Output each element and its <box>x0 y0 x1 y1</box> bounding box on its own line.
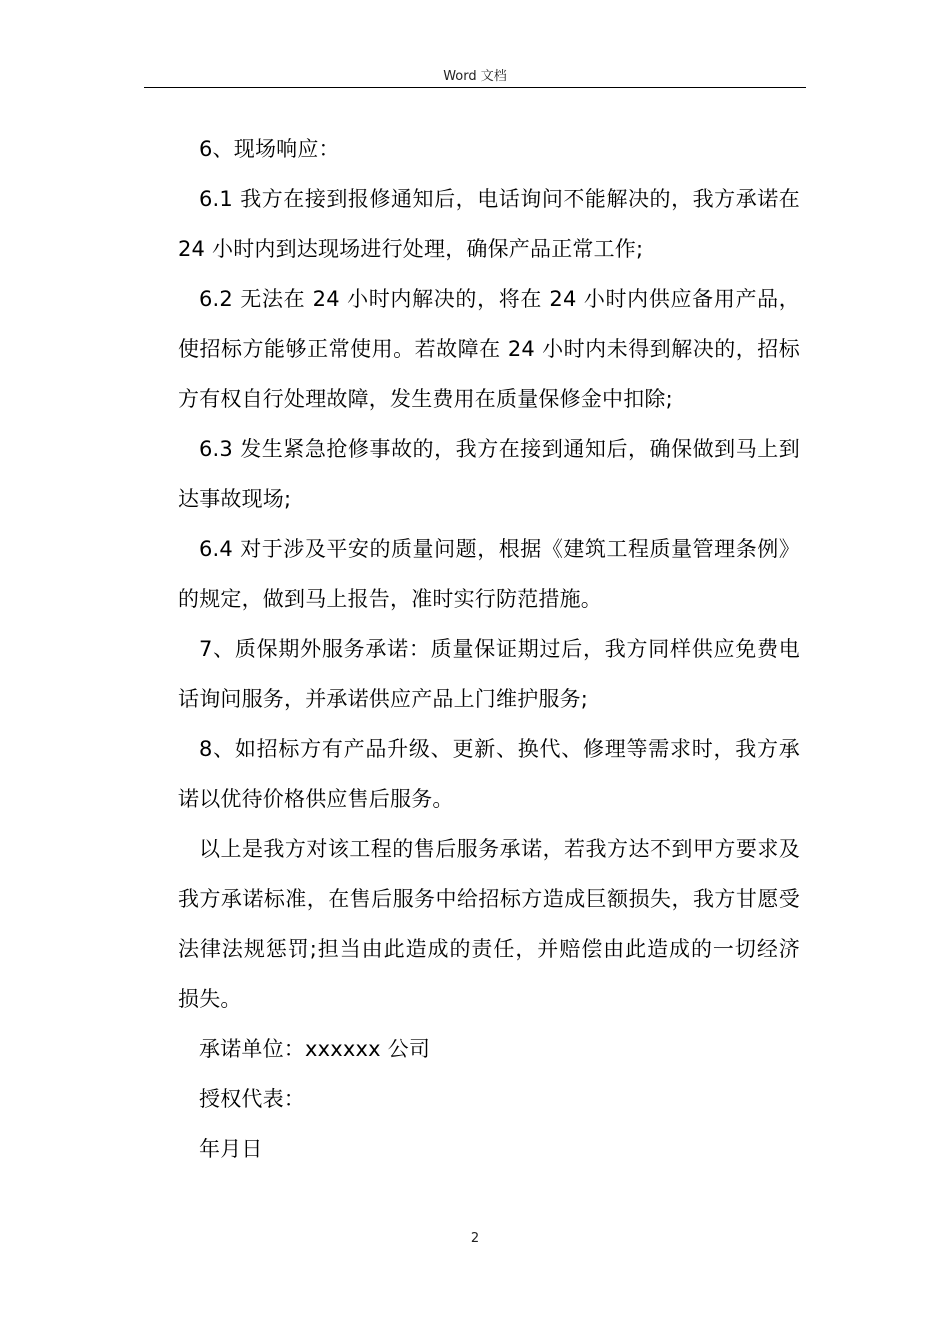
clause-7: 7、质保期外服务承诺：质量保证期过后，我方同样供应免费电话询问服务，并承诺供应产品上门维护服务; <box>178 637 800 711</box>
closing-statement: 以上是我方对该工程的售后服务承诺，若我方达不到甲方要求及我方承诺标准，在售后服务中给招标方造成巨额损失，我方甘愿受法律法规惩罚;担当由此造成的责任，并赔偿由此造成的一切经济损失。 <box>178 837 800 1011</box>
authorized-representative: 授权代表： <box>199 1087 305 1111</box>
header-divider <box>144 87 806 88</box>
clause-6-2: 6.2 无法在 24 小时内解决的，将在 24 小时内供应备用产品，使招标方能够正常使用。若故障在 24 小时内未得到解决的，招标方有权自行处理故障，发生费用在质量保修金中扣除; <box>178 287 800 411</box>
page-header: Word 文档 <box>443 69 507 84</box>
signing-date: 年月日 <box>199 1137 263 1161</box>
section-6-heading: 6、现场响应： <box>199 137 340 161</box>
signing-unit: 承诺单位：xxxxxx 公司 <box>199 1037 431 1061</box>
clause-8: 8、如招标方有产品升级、更新、换代、修理等需求时，我方承诺以优待价格供应售后服务。 <box>178 737 800 811</box>
clause-6-3: 6.3 发生紧急抢修事故的，我方在接到通知后，确保做到马上到达事故现场; <box>178 437 800 511</box>
clause-6-4: 6.4 对于涉及平安的质量问题，根据《建筑工程质量管理条例》的规定，做到马上报告，准时实行防范措施。 <box>178 537 800 611</box>
clause-6-1: 6.1 我方在接到报修通知后，电话询问不能解决的，我方承诺在 24 小时内到达现场进行处理，确保产品正常工作; <box>178 187 800 261</box>
document-body <box>178 124 800 1174</box>
page-number: 2 <box>470 1231 480 1246</box>
